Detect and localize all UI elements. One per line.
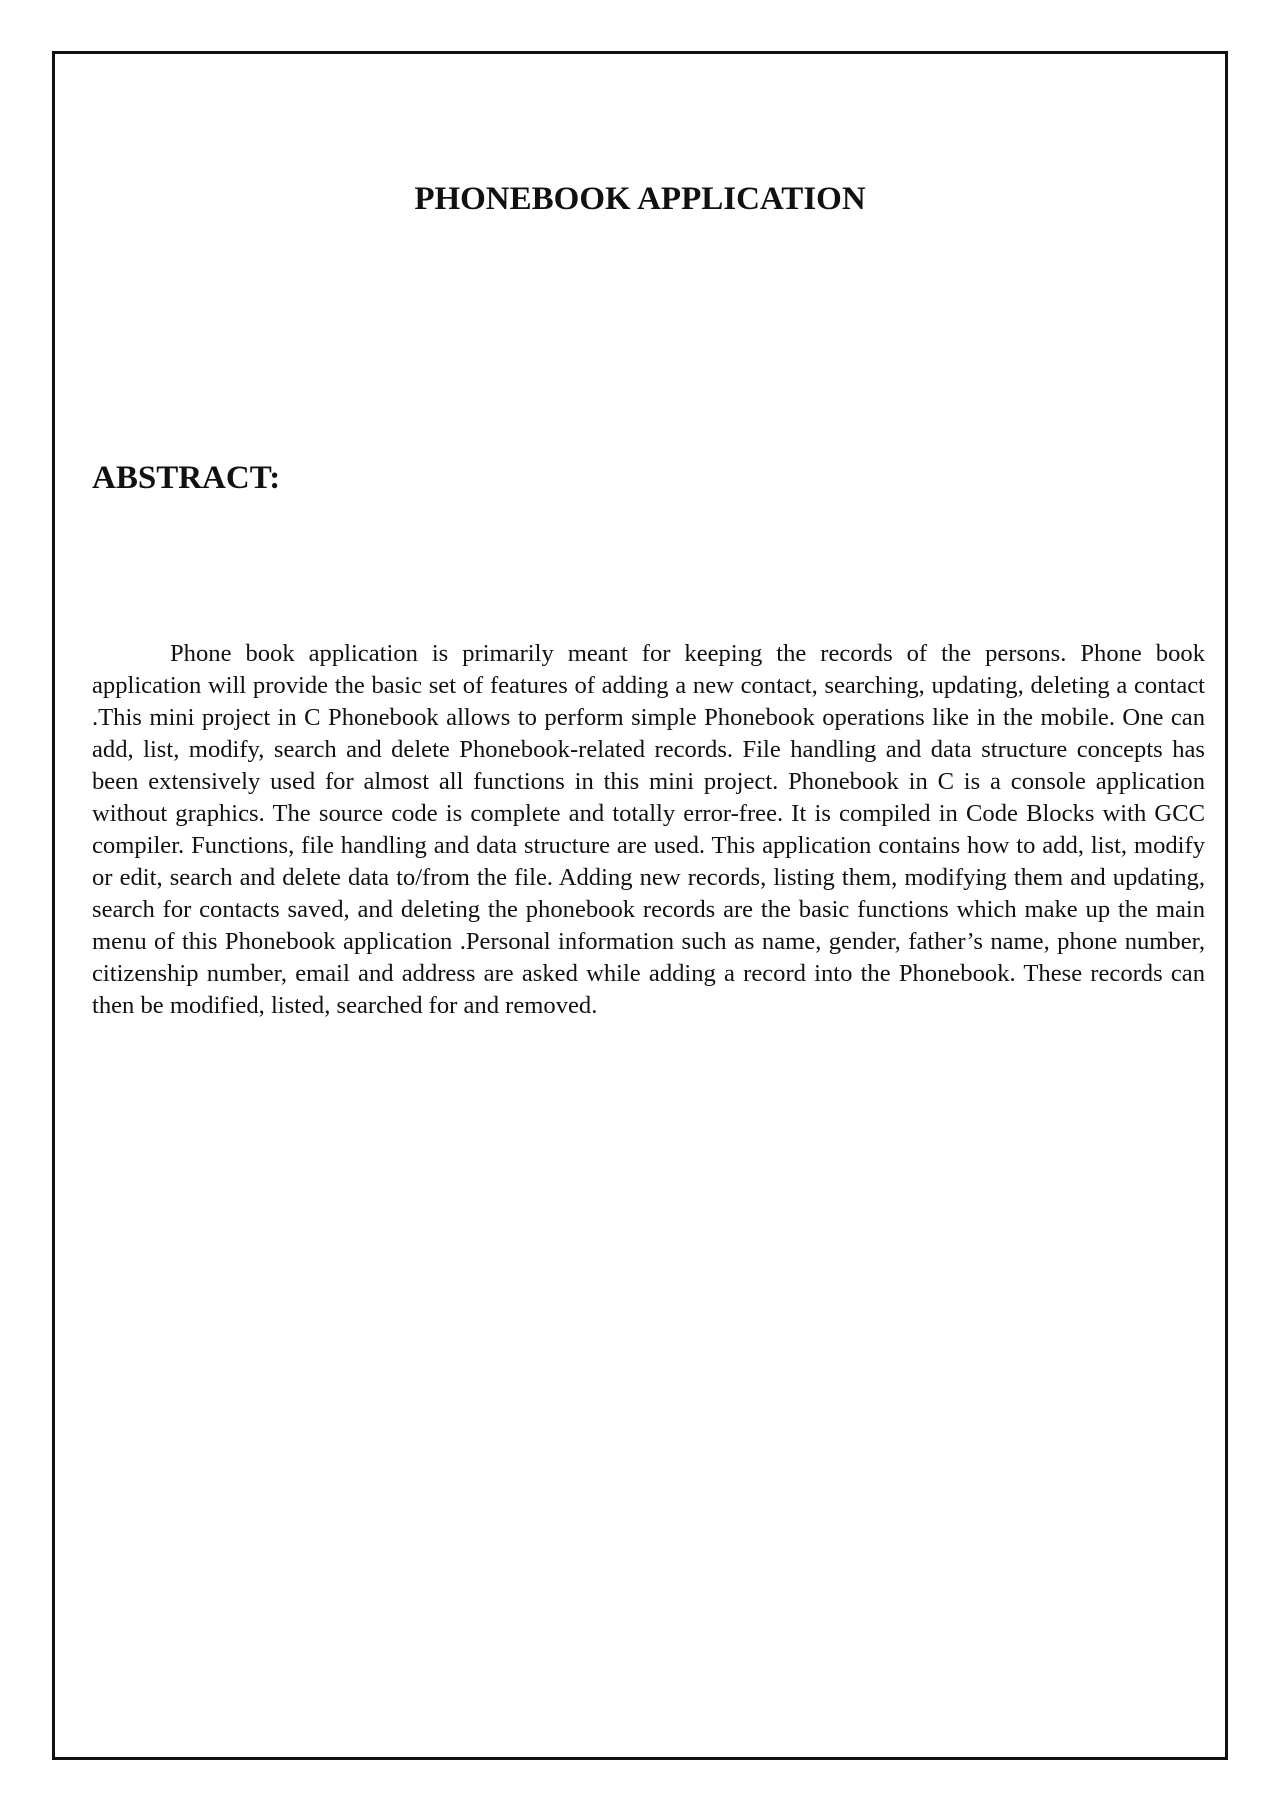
abstract-heading: ABSTRACT: (92, 460, 281, 496)
abstract-paragraph: Phone book application is primarily meant for keeping the records of the persons. Phone book application will provide the basic set of features of adding a new contact, searching, updating, deleting a contact .This mini project in C Phonebook allows to perform simple Phonebook operations like in the mobile. One can add, list, modify, search and delete Phonebook-related records. File handling and data structure concepts has been extensively used for almost all functions in this mini project. Phonebook in C is a console application without graphics. The source code is complete and totally error-free. It is compiled in Code Blocks with GCC compiler. Functions, file handling and data structure are used. This application contains how to add, list, modify or edit, search and delete data to/from the file. Adding new records, listing them, modifying them and updating, search for contacts saved, and deleting the phonebook records are the basic functions which make up the main menu of this Phonebook application .Personal information such as name, gender, father’s name, phone number, citizenship number, email and address are asked while adding a record into the Phonebook. These records can then be modified, listed, searched for and removed. (92, 640, 1205, 1019)
document-title: PHONEBOOK APPLICATION (414, 181, 866, 217)
